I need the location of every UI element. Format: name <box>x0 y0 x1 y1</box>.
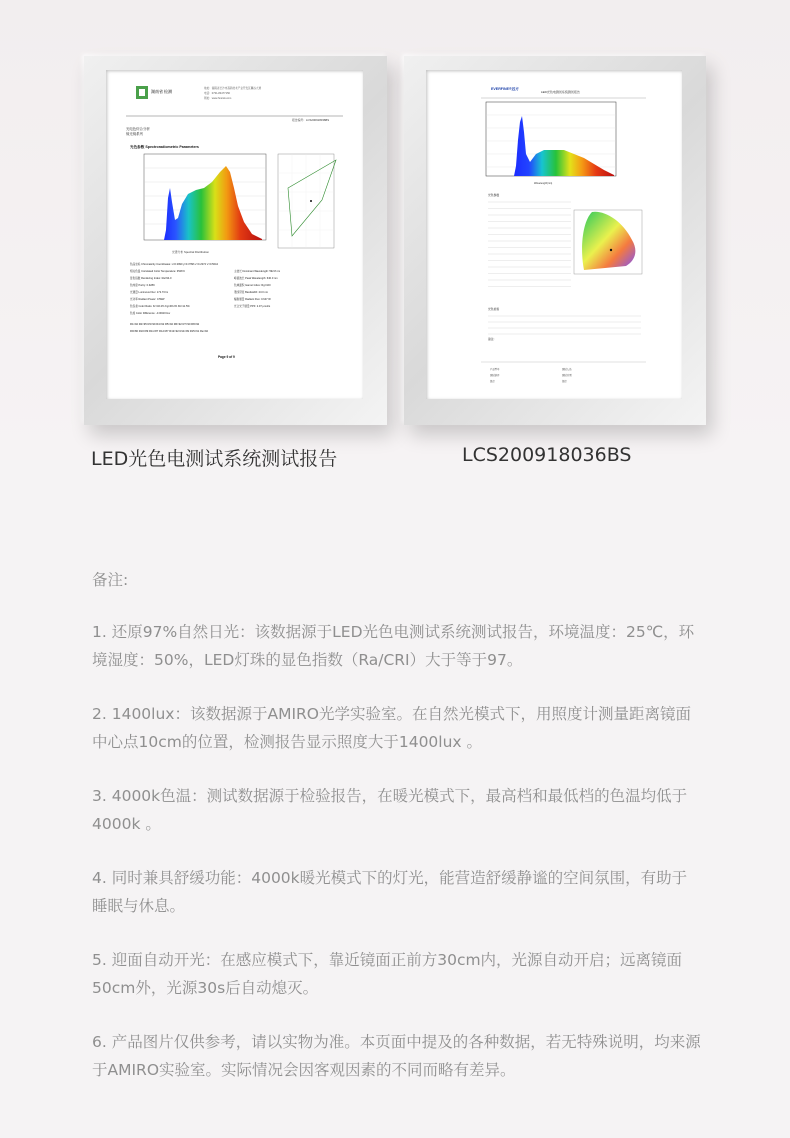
header-line-3: 网址：www.hnsrsk.com <box>204 97 232 100</box>
footer-field: 测试日期 <box>562 374 572 377</box>
param-line: 色品坐标 Chromaticity Coordinates: x=0.3990 y=0.3768 u'=0.2374 v'=0.5044 <box>130 263 218 266</box>
note-item-2: 2. 1400lux：该数据源于AMIRO光学实验室。在自然光模式下，用照度计测量距离镜面中心点10cm的位置，检测报告显示照度大于1400lux 。 <box>92 705 691 751</box>
report-right-graphic <box>426 70 682 399</box>
note-item-4: 4. 同时兼具舒缓功能：4000k暖光模式下的灯光，能营造舒缓静谧的空间氛围，有助于睡眠与休息。 <box>92 869 688 915</box>
cie-tolerance-polygon <box>288 160 336 236</box>
section-title: 光色参数 Spectroradiometric Parameters <box>130 145 199 149</box>
ri-row: R9=80 R10=89 R11=87 R12=87 R13=92 R14=99 R15=91 Re=92 <box>130 330 208 333</box>
report-title-1: 光电色综合分析 <box>126 127 150 131</box>
framed-report-left <box>84 56 387 425</box>
brand-logo: EVERFINE®远方 <box>491 87 519 91</box>
report-title-2: 镜光镜系列 <box>126 132 143 136</box>
param-line: 相关色温 Correlated Color Temperature: 3528 K <box>130 270 186 273</box>
note-item-5: 5. 迎面自动开光：在感应模式下，靠近镜面正前方30cm内，光源自动开启；远离镜面50cm外，光源30s后自动熄灭。 <box>92 951 683 997</box>
caption-right: LCS200918036BS <box>462 444 632 466</box>
spectrum-caption: 光谱分布 Spectral Distribution <box>172 250 209 254</box>
param-line: 色纯度 Purity: 0.3289 <box>130 284 155 287</box>
footer-field: 测试条件 <box>490 374 500 377</box>
ri-row: R1=92 R2=95 R3=99 R4=92 R5=92 R6=92 R7=90 R8=92 <box>130 323 200 326</box>
param-line: 色差 Color Difference: -0.0040 Duv <box>130 312 171 315</box>
report-page-left <box>106 70 363 399</box>
footer-field: 湿度 <box>562 380 567 383</box>
param-line-right: 峰值波长 Peak Wavelength: 640.0 nm <box>234 277 278 280</box>
spectrum-curve-right <box>514 116 614 176</box>
right-section-1: 光色参数 <box>488 193 500 197</box>
right-section-2: 光色检验 <box>488 307 500 311</box>
param-line: 光功率 Radiant Power: 0.59W <box>130 298 165 301</box>
xlabel: Wavelength(nm) <box>534 182 553 185</box>
right-cie-point <box>610 249 612 251</box>
param-line: 光通量 Luminous Flux: 172.73 lm <box>130 291 169 294</box>
param-line-right: 光合光子通量 PPF: 2.07 μmol/s <box>234 305 271 308</box>
header-line-1: 地址：湖南省长沙市高新技术产业开发区麓谷大道 <box>204 87 262 90</box>
right-remark: 备注: <box>488 337 495 341</box>
param-line-right: 谱线带宽 Bandwidth: 23.0 nm <box>234 291 269 294</box>
note-item-1: 1. 还原97%自然日光：该数据源于LED光色电测试系统测试报告，环境温度：25℃，环境湿度：50%，LED灯珠的显色指数（Ra/CRI）大于等于97。 <box>92 623 695 669</box>
report-left-graphic <box>106 70 363 399</box>
header-line-2: 电话：0731-84477150 <box>204 92 230 95</box>
footer-field: 测试人员 <box>562 368 572 371</box>
param-line: 色容差 Color Ratio: Kr=46.2% Kg=48.2% Kb=11.5% <box>130 305 190 308</box>
lab-name: 湖南省 检测 <box>151 89 172 94</box>
cie-horseshoe <box>582 212 635 270</box>
note-item-6: 6. 产品图片仅供参考，请以实物为准。本页面中提及的各种数据，若无特殊说明，均来源于AMIRO实验室。实际情况会因客观因素的不同而略有差异。 <box>92 1033 701 1079</box>
param-line-right: 辐射通量 Radiant Flux: 0.647 W <box>234 298 271 301</box>
param-line-right: 色域面积 Gamut Index: Rg=100 <box>234 284 271 287</box>
spectrum-curve-left <box>164 166 262 240</box>
framed-report-right <box>404 56 706 425</box>
cie-point <box>310 200 312 202</box>
footer-field: 温度 <box>490 380 495 383</box>
right-report-title: LED光色电测试系统测试报告 <box>541 90 580 94</box>
notes-section <box>92 566 702 1110</box>
report-page-right <box>426 70 682 399</box>
note-item-3: 3. 4000k色温：测试数据源于检验报告，在暖光模式下，最高档和最低档的色温均低于4000k 。 <box>92 787 688 833</box>
notes-heading: 备注: <box>92 571 129 589</box>
report-number: 报告编号：LCS200918036BS <box>292 118 330 122</box>
caption-left: LED光色电测试系统测试报告 <box>91 448 338 470</box>
page-number: Page 9 of 9 <box>218 355 235 359</box>
param-line: 显色指数 Rendering Index: Ra=94.0 <box>130 277 172 280</box>
footer-field: 产品型号 <box>490 368 500 371</box>
param-line-right: 主波长 Dominant Wavelength: 592.8 nm <box>234 270 281 273</box>
